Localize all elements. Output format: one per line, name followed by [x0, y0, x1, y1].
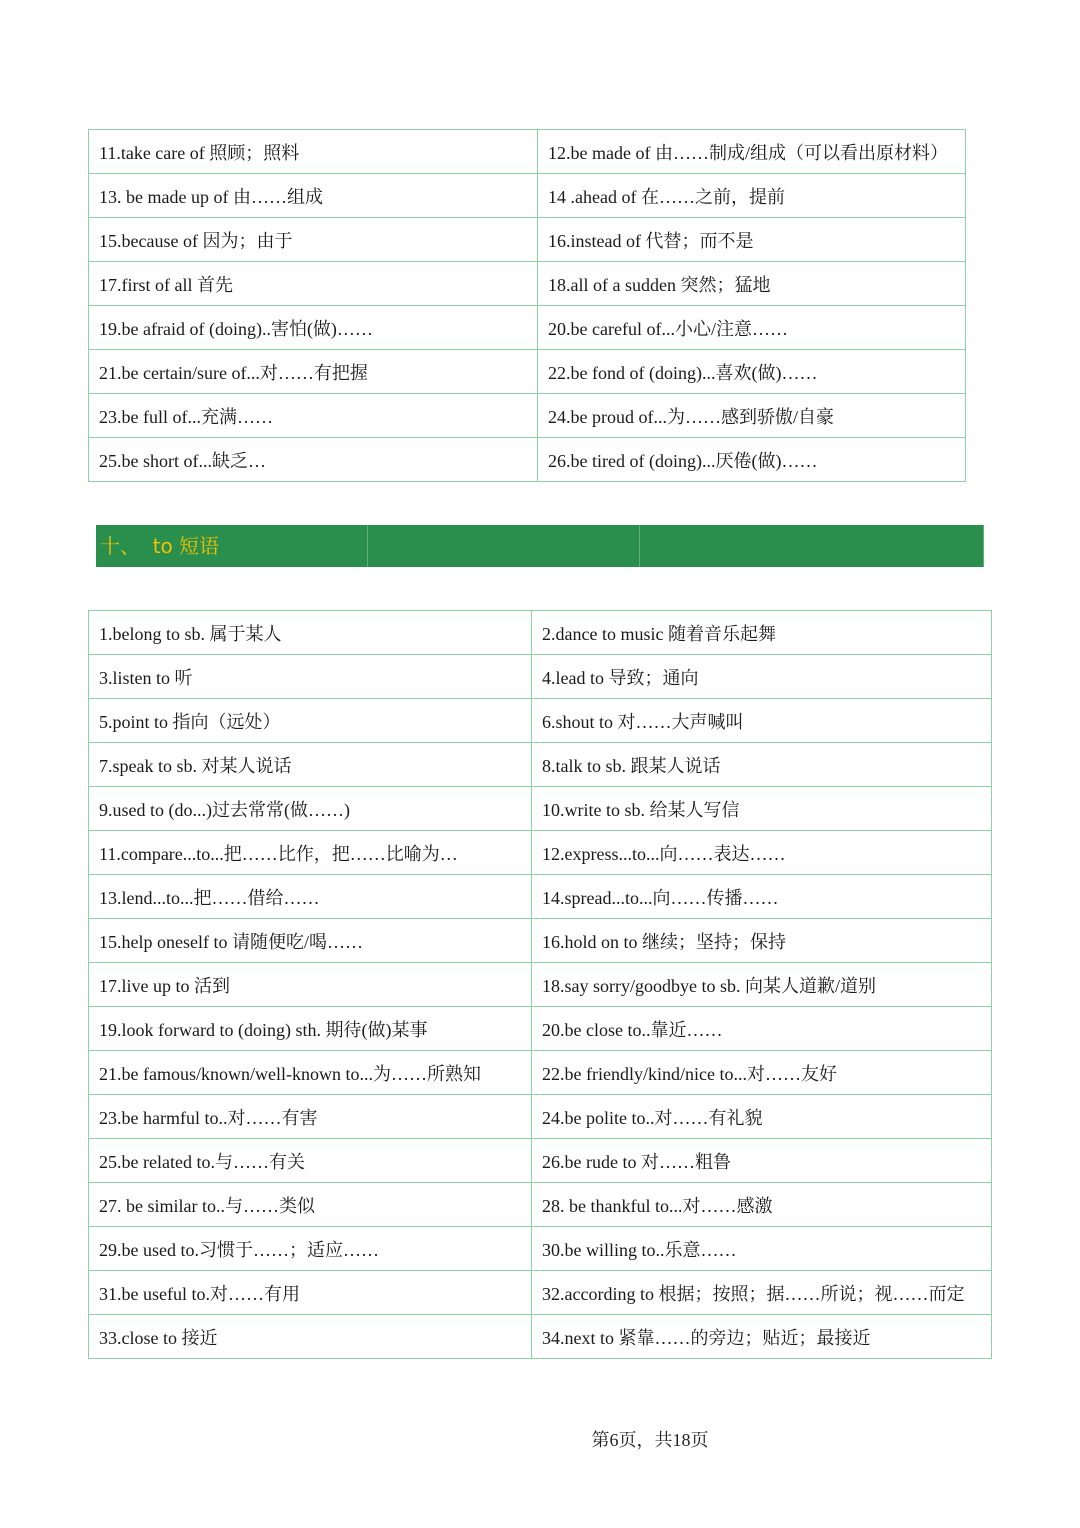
section-header-segment — [368, 525, 640, 567]
table-row — [89, 831, 992, 875]
section-header-bar — [96, 525, 984, 567]
phrase-cell: 13. be made up of 由……组成 — [89, 174, 538, 218]
phrase-cell: 23.be harmful to..对……有害 — [89, 1095, 532, 1139]
phrase-cell: 12.express...to...向……表达…… — [532, 831, 992, 875]
phrase-cell: 32.according to 根据；按照；据……所说；视……而定 — [532, 1271, 992, 1315]
phrase-cell: 6.shout to 对……大声喊叫 — [532, 699, 992, 743]
phrase-cell: 14.spread...to...向……传播…… — [532, 875, 992, 919]
phrase-cell: 25.be short of...缺乏… — [89, 438, 538, 482]
phrase-cell: 33.close to 接近 — [89, 1315, 532, 1359]
phrase-cell: 30.be willing to..乐意…… — [532, 1227, 992, 1271]
table-row — [89, 699, 992, 743]
table-row — [89, 963, 992, 1007]
table-row — [89, 787, 992, 831]
phrase-cell: 14 .ahead of 在……之前，提前 — [538, 174, 966, 218]
table-row — [89, 394, 966, 438]
table-row — [89, 438, 966, 482]
phrase-cell: 18.say sorry/goodbye to sb. 向某人道歉/道别 — [532, 963, 992, 1007]
phrase-cell: 13.lend...to...把……借给…… — [89, 875, 532, 919]
phrase-cell: 23.be full of...充满…… — [89, 394, 538, 438]
table-row — [89, 611, 992, 655]
phrase-cell: 19.look forward to (doing) sth. 期待(做)某事 — [89, 1007, 532, 1051]
phrase-cell: 25.be related to.与……有关 — [89, 1139, 532, 1183]
phrase-cell: 9.used to (do...)过去常常(做……) — [89, 787, 532, 831]
table-row — [89, 306, 966, 350]
phrase-cell: 20.be careful of...小心/注意…… — [538, 306, 966, 350]
table-row — [89, 262, 966, 306]
table-row — [89, 1051, 992, 1095]
phrase-cell: 4.lead to 导致；通向 — [532, 655, 992, 699]
phrase-cell: 17.first of all 首先 — [89, 262, 538, 306]
phrase-cell: 21.be famous/known/well-known to...为……所熟知 — [89, 1051, 532, 1095]
table-row — [89, 655, 992, 699]
phrase-cell: 24.be polite to..对……有礼貌 — [532, 1095, 992, 1139]
table-row — [89, 1139, 992, 1183]
phrase-cell: 11.compare...to...把……比作，把……比喻为… — [89, 831, 532, 875]
section-header-segment — [640, 525, 984, 567]
phrase-cell: 22.be fond of (doing)...喜欢(做)…… — [538, 350, 966, 394]
phrase-cell: 31.be useful to.对……有用 — [89, 1271, 532, 1315]
phrase-cell: 21.be certain/sure of...对……有把握 — [89, 350, 538, 394]
phrase-cell: 2.dance to music 随着音乐起舞 — [532, 611, 992, 655]
table-row — [89, 1315, 992, 1359]
phrase-cell: 12.be made of 由……制成/组成（可以看出原材料） — [538, 130, 966, 174]
phrase-cell: 1.belong to sb. 属于某人 — [89, 611, 532, 655]
phrase-cell: 15.help oneself to 请随便吃/喝…… — [89, 919, 532, 963]
to-phrases-table — [88, 610, 992, 1359]
table-row — [89, 1183, 992, 1227]
phrase-cell: 29.be used to.习惯于……；适应…… — [89, 1227, 532, 1271]
phrase-cell: 26.be rude to 对……粗鲁 — [532, 1139, 992, 1183]
table-row — [89, 174, 966, 218]
table-row — [89, 350, 966, 394]
phrase-cell: 7.speak to sb. 对某人说话 — [89, 743, 532, 787]
phrase-cell: 11.take care of 照顾；照料 — [89, 130, 538, 174]
phrase-cell: 3.listen to 听 — [89, 655, 532, 699]
phrase-cell: 18.all of a sudden 突然；猛地 — [538, 262, 966, 306]
table-row — [89, 130, 966, 174]
table-row — [89, 1271, 992, 1315]
phrase-cell: 28. be thankful to...对……感激 — [532, 1183, 992, 1227]
of-phrases-table — [88, 129, 966, 482]
phrase-cell: 27. be similar to..与……类似 — [89, 1183, 532, 1227]
table-row — [89, 1007, 992, 1051]
phrase-cell: 26.be tired of (doing)...厌倦(做)…… — [538, 438, 966, 482]
table-row — [89, 919, 992, 963]
table-row — [89, 1227, 992, 1271]
phrase-cell: 5.point to 指向（远处） — [89, 699, 532, 743]
table-row — [89, 218, 966, 262]
table-row — [89, 1095, 992, 1139]
phrase-cell: 10.write to sb. 给某人写信 — [532, 787, 992, 831]
phrase-cell: 16.instead of 代替；而不是 — [538, 218, 966, 262]
phrase-cell: 16.hold on to 继续；坚持；保持 — [532, 919, 992, 963]
phrase-cell: 8.talk to sb. 跟某人说话 — [532, 743, 992, 787]
phrase-cell: 34.next to 紧靠……的旁边；贴近；最接近 — [532, 1315, 992, 1359]
table-row — [89, 743, 992, 787]
phrase-cell: 20.be close to..靠近…… — [532, 1007, 992, 1051]
phrase-cell: 22.be friendly/kind/nice to...对……友好 — [532, 1051, 992, 1095]
phrase-cell: 17.live up to 活到 — [89, 963, 532, 1007]
phrase-cell: 15.because of 因为；由于 — [89, 218, 538, 262]
phrase-cell: 19.be afraid of (doing)..害怕(做)…… — [89, 306, 538, 350]
section-title: 十、 to 短语 — [100, 534, 220, 558]
table-row — [89, 875, 992, 919]
page-number: 第6页，共18页 — [591, 1430, 709, 1450]
phrase-cell: 24.be proud of...为……感到骄傲/自豪 — [538, 394, 966, 438]
